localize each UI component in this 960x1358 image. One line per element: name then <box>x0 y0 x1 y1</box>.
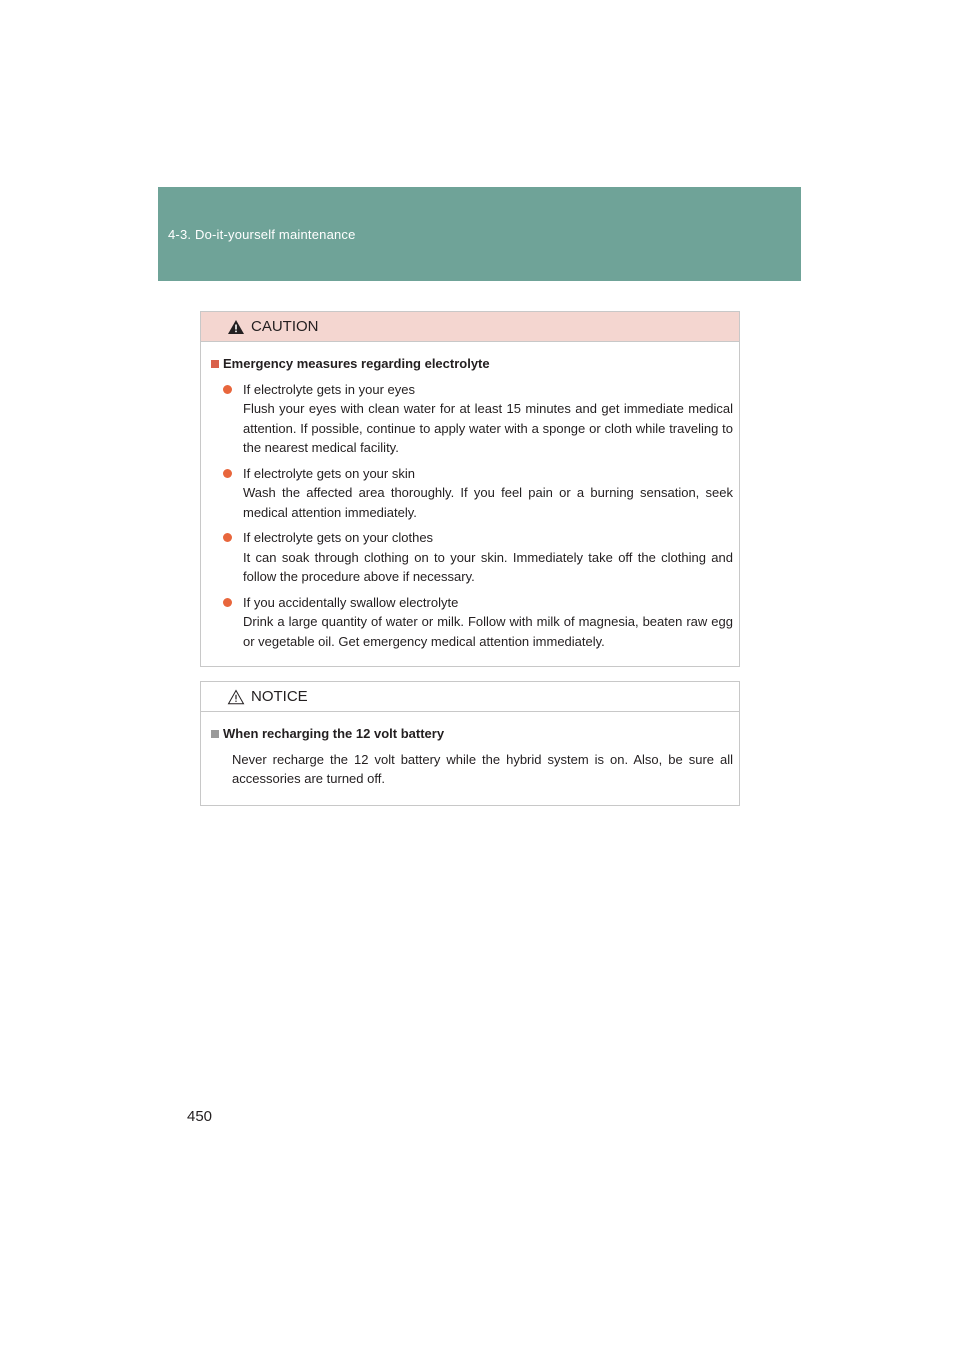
notice-section-title-text: When recharging the 12 volt battery <box>223 726 445 741</box>
caution-header <box>201 312 739 342</box>
item-body: It can soak through clothing on to your skin. Immediately take off the clothing and follow the procedure above if necessary. <box>243 549 733 584</box>
item-heading: If electrolyte gets in your eyes <box>243 381 415 397</box>
page-number: 450 <box>187 1108 213 1125</box>
notice-box <box>200 681 740 806</box>
item-body: Flush your eyes with clean water for at least 15 minutes and get immediate medical attention. If possible, continue to apply water with a sponge or cloth while traveling to the nearest medical facility. <box>243 401 733 455</box>
caution-box <box>200 311 740 667</box>
bullet-icon <box>223 533 232 542</box>
section-title: 4-3. Do-it-yourself maintenance <box>168 227 356 242</box>
notice-body: Never recharge the 12 volt battery while the hybrid system is on. Also, be sure all accessories are turned off. <box>232 751 733 786</box>
bullet-icon <box>223 469 232 478</box>
item-heading: If electrolyte gets on your clothes <box>243 530 434 545</box>
bullet-icon <box>223 598 232 607</box>
notice-header <box>201 682 739 712</box>
list-item <box>211 464 733 523</box>
square-bullet-icon <box>211 360 219 368</box>
caution-label: CAUTION <box>251 318 319 335</box>
notice-section-title <box>211 724 733 744</box>
item-body: Drink a large quantity of water or milk. Follow with milk of magnesia, beaten raw egg or vegetable oil. Get emergency medical attention immediately. <box>243 614 733 649</box>
warning-triangle-icon <box>227 319 245 335</box>
notice-label: NOTICE <box>251 688 308 705</box>
item-body: Wash the affected area thoroughly. If you feel pain or a burning sensation, seek medical attention immediately. <box>243 485 733 520</box>
warning-triangle-outline-icon <box>227 689 245 705</box>
caution-section-title-text: Emergency measures regarding electrolyte <box>223 356 490 371</box>
list-item <box>211 593 733 652</box>
square-bullet-icon <box>211 730 219 738</box>
list-item <box>211 528 733 587</box>
header-band <box>158 187 801 281</box>
list-item <box>211 380 733 458</box>
caution-section-title <box>211 354 733 374</box>
item-heading: If you accidentally swallow electrolyte <box>243 594 459 610</box>
item-heading: If electrolyte gets on your skin <box>243 465 415 481</box>
bullet-icon <box>223 385 232 394</box>
